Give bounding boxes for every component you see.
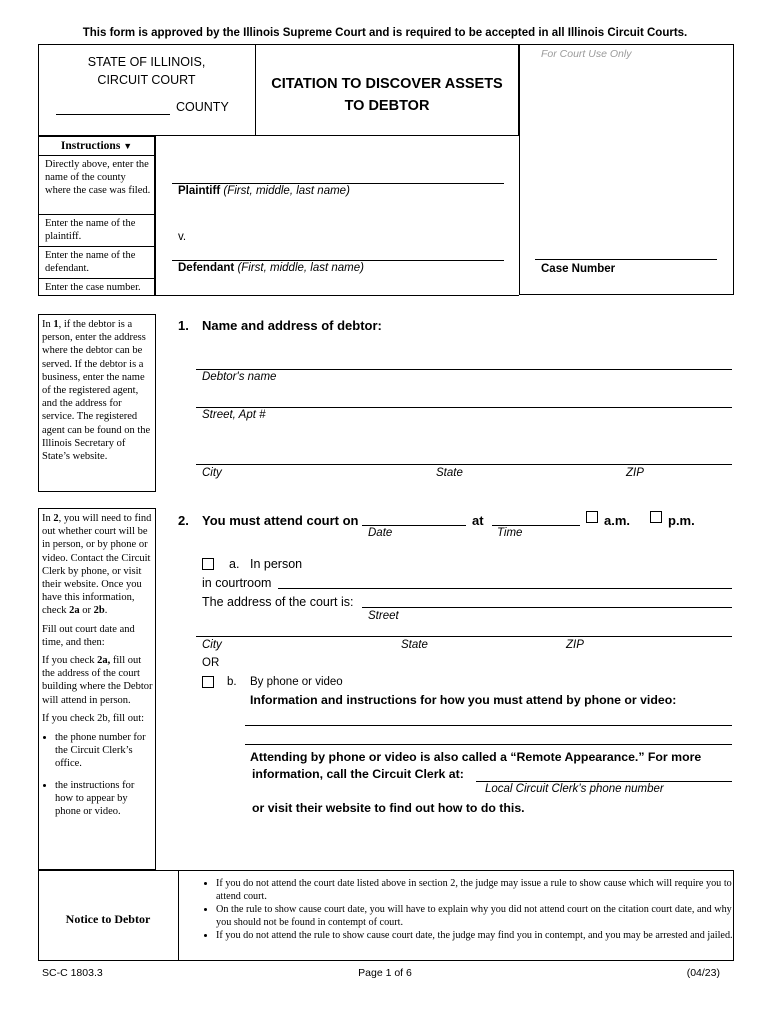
court-street-label: Street xyxy=(368,610,399,622)
am-label: a.m. xyxy=(604,513,631,528)
option-a-letter: a. xyxy=(229,557,240,571)
remote-info-heading: Information and instructions for how you must attend by phone or video: xyxy=(250,693,677,707)
or-label: OR xyxy=(202,657,220,669)
instr-plaintiff: Enter the name of the plaintiff. xyxy=(45,218,136,243)
instr-text: If you check xyxy=(42,655,98,667)
case-number-label: Case Number xyxy=(541,263,616,275)
instr-bold: 2a, xyxy=(97,655,111,667)
instr-section2 xyxy=(42,512,153,822)
list-item: • the instructions for how to appear by phone or video. xyxy=(55,779,153,819)
court-date-label: Date xyxy=(368,527,393,539)
debtor-city-line[interactable] xyxy=(196,464,732,465)
defendant-field-line[interactable] xyxy=(172,260,504,261)
versus-label: v. xyxy=(178,231,187,243)
case-number-field-line[interactable] xyxy=(535,259,717,260)
instr-text: fill out the address of the court building where the Debtor will attend in person. xyxy=(42,655,153,706)
at-label: at xyxy=(472,513,484,528)
section1-number: 1. xyxy=(178,318,189,333)
instr-section1 xyxy=(42,318,153,463)
county-label: COUNTY xyxy=(176,100,229,114)
court-use-box xyxy=(519,44,734,295)
phone-video-label: By phone or video xyxy=(250,676,343,688)
instr-county: Directly above, enter the name of the county where the case was filed. xyxy=(45,159,151,197)
court-time-line[interactable] xyxy=(492,525,580,526)
am-checkbox[interactable] xyxy=(586,511,598,523)
form-version: (04/23) xyxy=(686,967,720,979)
page-number: Page 1 of 6 xyxy=(358,967,412,979)
instr-sep xyxy=(38,246,155,247)
court-label: CIRCUIT COURT xyxy=(97,73,196,87)
form-id: SC-C 1803.3 xyxy=(42,967,103,979)
section1-title: Name and address of debtor: xyxy=(202,318,382,333)
debtor-name-line[interactable] xyxy=(196,369,732,370)
clerk-phone-label: Local Circuit Clerk’s phone number xyxy=(485,783,664,795)
instr-text: . xyxy=(104,605,108,617)
notice-heading: Notice to Debtor xyxy=(65,912,151,926)
section2-title: You must attend court on xyxy=(202,513,359,528)
instructions-divider xyxy=(155,136,156,296)
court-city-line[interactable] xyxy=(196,636,732,637)
debtor-state-label: State xyxy=(436,467,463,479)
plaintiff-hint: (First, middle, last name) xyxy=(223,185,350,197)
instr-text: , if the debtor is a person, enter the address where the debtor can be served. If the debtor is a business, enter the name of the registered agent, and the address for service. The registered agent can be found on the Illinois Secretary of State’s website. xyxy=(42,319,151,463)
instructions-heading-label: Instructions xyxy=(60,140,121,152)
form-title-line2: TO DEBTOR xyxy=(344,98,430,114)
notice-item: • On the rule to show cause court date, you will have to explain why you did not attend court on the citation court date, and why you should not be found in contempt of court. xyxy=(216,903,744,929)
form-title xyxy=(255,73,519,117)
instr-section2-p1 xyxy=(42,512,153,618)
court-date-line[interactable] xyxy=(362,525,466,526)
instr-sep xyxy=(38,155,155,156)
plaintiff-field-line[interactable] xyxy=(172,183,504,184)
instr-text: In xyxy=(42,319,54,330)
defendant-label-text: Defendant xyxy=(178,262,235,274)
phone-video-checkbox[interactable] xyxy=(202,676,214,688)
debtor-name-label: Debtor's name xyxy=(202,371,277,383)
pm-checkbox[interactable] xyxy=(650,511,662,523)
triangle-down-icon: ▼ xyxy=(123,141,133,151)
section2-number: 2. xyxy=(178,513,189,528)
court-address-label: The address of the court is: xyxy=(202,595,354,609)
court-street-line[interactable] xyxy=(362,607,732,608)
list-item: • the phone number for the Circuit Clerk’s office. xyxy=(55,731,153,771)
caption-bottom-line xyxy=(155,295,519,296)
instr-section2-p4: If you check 2b, fill out: xyxy=(42,712,145,724)
court-city-label: City xyxy=(202,639,222,651)
instr-section2-p2: Fill out court date and time, and then: xyxy=(42,623,135,648)
notice-item: • If you do not attend the rule to show cause court date, the judge may find you in contempt, and you may be arrested and jailed. xyxy=(216,929,744,942)
court-time-label: Time xyxy=(497,527,523,539)
remote-info-line-2[interactable] xyxy=(245,744,732,745)
court-zip-label: ZIP xyxy=(566,639,584,651)
instr-bold: 2a xyxy=(69,605,80,617)
defendant-label xyxy=(178,262,364,274)
debtor-zip-label: ZIP xyxy=(626,467,644,479)
notice-item: • If you do not attend the court date listed above in section 2, the judge may issue a rule to show cause which will require you to attend court. xyxy=(216,877,744,903)
plaintiff-label-text: Plaintiff xyxy=(178,185,221,197)
court-use-label: For Court Use Only xyxy=(541,48,632,60)
debtor-street-label: Street, Apt # xyxy=(202,409,266,421)
approval-notice: This form is approved by the Illinois Supreme Court and is required to be accepted in all Illinois Circuit Courts. xyxy=(82,27,688,39)
court-state-label: State xyxy=(401,639,428,651)
instr-bold: 2 xyxy=(53,513,59,524)
courtroom-label: in courtroom xyxy=(202,576,272,590)
instr-section2-p3 xyxy=(42,654,153,707)
in-person-checkbox[interactable] xyxy=(202,558,214,570)
option-b-letter: b. xyxy=(227,676,237,688)
state-label: STATE OF ILLINOIS, xyxy=(87,55,206,69)
plaintiff-label xyxy=(178,185,350,197)
debtor-city-label: City xyxy=(202,467,222,479)
instr-case-number: Enter the case number. xyxy=(45,282,141,293)
form-title-line1: CITATION TO DISCOVER ASSETS xyxy=(271,76,503,92)
pm-label: p.m. xyxy=(668,513,695,528)
notice-list xyxy=(200,877,744,942)
clerk-phone-line[interactable] xyxy=(476,781,732,782)
debtor-street-line[interactable] xyxy=(196,407,732,408)
instr-bold: 1 xyxy=(53,319,59,330)
instr-section2-list xyxy=(42,731,153,818)
instr-sep xyxy=(38,278,155,279)
in-person-label: In person xyxy=(250,557,303,571)
notice-divider xyxy=(178,870,179,961)
remote-appearance-text: Attending by phone or video is also called a “Remote Appearance.” For more xyxy=(250,750,702,764)
remote-info-line-1[interactable] xyxy=(245,725,732,726)
instr-text: or xyxy=(79,605,94,617)
defendant-hint: (First, middle, last name) xyxy=(237,262,364,274)
courtroom-line[interactable] xyxy=(278,588,732,589)
instr-text: , you will need to find out whether court will be in person, or by phone or video. Contact the Circuit Clerk by phone, or visit their website. Once you have this information, check xyxy=(42,513,152,617)
instr-bold: 2b xyxy=(93,605,105,617)
instr-text: In xyxy=(42,513,54,524)
court-heading xyxy=(38,53,255,89)
instr-defendant: Enter the name of the defendant. xyxy=(45,250,136,275)
call-clerk-text: information, call the Circuit Clerk at: xyxy=(252,767,464,781)
county-field-line[interactable] xyxy=(56,114,170,115)
instructions-heading[interactable] xyxy=(38,140,155,152)
instr-sep xyxy=(38,214,155,215)
visit-website-text: or visit their website to find out how to do this. xyxy=(252,801,525,815)
